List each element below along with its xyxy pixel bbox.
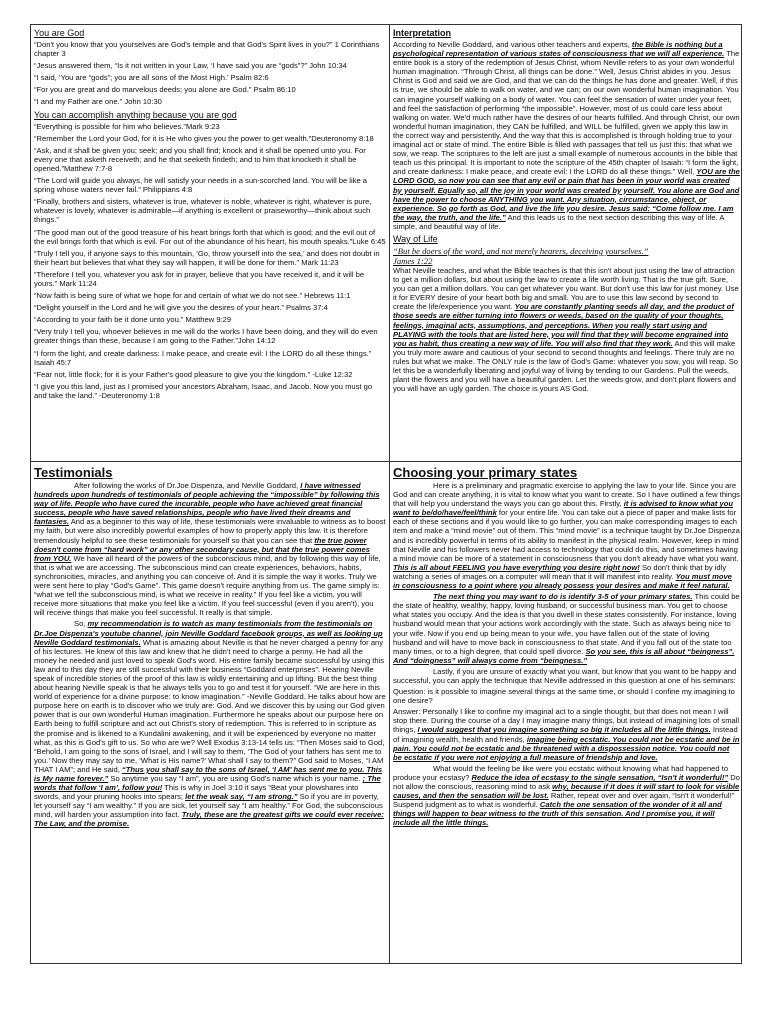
answer-paragraph <box>393 707 740 762</box>
text-run: So don't think that by idly watching a series of images on a computer will mean that it will manifest into reality. <box>393 562 727 581</box>
emphasis-run: Catch the one sensation of the wonder of it all and things will happen to bear witness to the truth of this sensation. And I promise you, it will include all the little things. <box>393 800 722 828</box>
text-run: And as a beginner to this way of life, these testimonials were invaluable to witness as to boost my faith, but were also incredibly powerful examples of how to properly apply this law. It is therefore tremendously helpful to see these testimonials for yourself so that you can see that <box>34 517 386 545</box>
emphasis-run: why, because if it does it will start to look for visible causes, and then the sensation will be lost. <box>393 782 740 801</box>
scripture-quote: “Don't you know that you yourselves are God's temple and that God's Spirit lives in you?” 1 Corinthians chapter 3 <box>34 40 380 59</box>
emphasis-run: Truly, these are the greatest gifts we could ever receive: The Law, and the promise. <box>34 810 384 829</box>
text-run: According to Neville Goddard, and various other teachers and experts, <box>393 40 632 49</box>
text-run: Rather, repeat over and over again, “Isn't it wonderful!” Suspend judgment as to what is wonderful. <box>393 791 735 810</box>
interpretation-heading: Interpretation <box>393 28 452 38</box>
emphasis-run: This is all about FEELING you have everything you desire right now! <box>393 562 640 572</box>
testimonials-paragraph-1 <box>34 481 386 617</box>
text-run: Lastly, if you are unsure of exactly what you want, but know that you want to be happy and successful, you can apply the technique that Neville addressed in this question at one of his seminars: <box>393 666 737 685</box>
interpretation-section <box>393 28 740 459</box>
emphasis-run: I would suggest that you imagine something so big it includes all the little things. <box>417 725 711 735</box>
emphasis-run: YOU are the LORD GOD, so now you can see that any evil or pain that has been in your world was created by yourself. Equally so, all the joy in your world was created by yourself. You alone are God and have the power to choose ANYTHING you want. Any situation, circumstance, object, or experience. So go forth as God, and live the life you desire. Jesus said: “Come follow me. I am the way, the truth, and the life.” <box>393 167 740 222</box>
choosing-paragraph-1 <box>393 481 740 590</box>
way-of-life-paragraph <box>393 266 740 393</box>
scripture-quote: “I and my Father are one.” John 10:30 <box>34 97 162 107</box>
text-run: The entire book is a story of the redemption of Jesus Christ, whom Neville refers to as your own wonderful human imagination. “Through Christ, all things can be done.” Well, Jesus Christ abides in you. Jesus Christ is God and said we are God, and that we can do the things he has done and greater. Well, if this is true, we should be able to walk on water, and we can; on our own wonderful human imagination. You can imagine yourself walking on a body of water. You can feel the sensation of water under your feet, and feel the satisfaction of performing “the impossible”. However, most of us could care less about walking on water. We'd much rather have the desires of our hearts fulfilled. And through Christ, our own wonderful human imagination, they CAN be fulfilled, and WILL be fulfilled, given we apply this law in the correct way and persistently. And the way that this is accomplished is through holding true to your imaginal act or state of mind. The entire Bible is filled with passages that tell us just this: that what we sow, we reap. The scriptures to the left are just a small example of numerous accounts in the bible that teach us this principal. It is important to note the scripture of the 45th chapter of Isaiah: “I form the light, and create darkness: I make peace, and create evil: I the LORD do all these things.” Well, <box>393 49 740 177</box>
scripture-quote: “Fear not, little flock; for it is your Father's good pleasure to give you the kingdom.” -Luke 12:32 <box>34 369 353 379</box>
emphasis-run: You must move in consciousness to a point where you already possess your desires and make it feel natural. <box>393 571 732 591</box>
emphasis-run: my recommendation is to watch as many testimonials from the testimonials on Dr.Joe Dispenza's youtube channel, join Neville Goddard facebook groups, as well as looking up Neville Goddard testimonials. <box>34 619 383 647</box>
scripture-section <box>34 28 386 459</box>
emphasis-run: Reduce the idea of ecstasy to the single sensation, “Isn't it wonderful!” <box>471 772 729 782</box>
scripture-quote: “Remember the Lord your God, for it is He who gives you the power to get wealth.”Deuteronomy 8:18 <box>34 133 374 143</box>
text-run: We have all heard of the powers of the subconscious mind, and by following this way of life, that is what we are accessing. The subconscious mind can create experiences, behaviors, habits, synchronicities, miracles, and anything you can conceive of. And it is simple the way it works. Truly we were sent here to play “God's Game”. This game doesn't require anything from us. The game simply is: “what we tell the subconscious mind, is what we receive in reality.” If you feel like a victim, you will receive more situations that make you feel like a victim. If you feel successful (even if you aren't), you will receive things that make you feel successful. It really is that simple. <box>34 553 381 618</box>
scripture-quote: “Delight yourself in the Lord and he will give you the desires of your heart.” Psalms 37:4 <box>34 303 328 313</box>
scripture-quote: “Very truly I tell you, whoever believes in me will do the works I have been doing, and they will do even greater things than these, because I am going to the Father.”John 14:12 <box>34 327 378 346</box>
text-run: Answer: Personally I like to confine my imaginal act to a single thought, but that does not mean I will stop there. During the course of a day I may imagine many things, but instead of imagining lots of small things, <box>393 707 740 735</box>
text-run: Do not allow the conscious, reasoning mind to ask <box>393 772 740 791</box>
anything-heading: You can accomplish anything because you are god <box>34 109 237 120</box>
question-paragraph: Question: is it possible to imagine several things at the same time, or should I confine my imagining to one desire? <box>393 687 735 706</box>
emphasis-run: “Thus you shall say to the sons of Israel, ‘I AM’ has sent me to you. This is My name forever.” <box>34 764 383 783</box>
you-are-god-heading: You are God <box>34 28 85 38</box>
text-run: Instead of imagining wealth, health and friends, <box>393 725 738 744</box>
emphasis-run: the Bible is nothing but a psychological representation of various states of consciousness that we will all experience. <box>393 40 725 59</box>
scripture-quote: “I said, ‘You are “gods”; you are all sons of the Most High.’ Psalm 82:6 <box>34 73 269 83</box>
emphasis-run: ; The words that follow ‘I am’, follow you! <box>34 774 381 793</box>
emphasis-run: I have witnessed hundreds upon hundreds of testimonials of people achieving the “impossible” by following this way of life. People who have cured the incurable, people who have achieved great financial success, people who have saved relationships, people who have lived their dreams and fantasies. <box>34 481 380 527</box>
emphasis-run: The next thing you may want to do is identify 3-5 of your primary states. <box>433 592 693 602</box>
scripture-quote: “Therefore I tell you, whatever you ask for in prayer, believe that you have received it, and it will be yours.” Mark 11:24 <box>34 269 365 288</box>
james-scripture: “But be doers of the word, and not merely hearers, deceiving yourselves.” <box>393 245 649 256</box>
flyer-page <box>30 24 742 964</box>
scripture-quote: “According to your faith be it done unto you.” Matthew 9:29 <box>34 315 232 325</box>
scripture-quote: “Finally, brothers and sisters, whatever is true, whatever is noble, whatever is right, whatever is pure, whatever is lovely, whatever is admirable—if anything is excellent or praiseworthy—think about such things.” <box>34 197 372 225</box>
text-run: And this will make you truly more aware and cautious of your second to second thoughts and feelings. There truly are no rules but what we make. The ONLY rule is the law of God's Game: whatever you sow, you will reap. So let this be a wonderfully liberating and joyful way of living by tending to our Gardens. Pull the weeds, plant the flowers and you will have a beautiful garden. Let the weeds grow, and don't plant flowers and you will have an ugly garden. The choice is yours AS God. <box>393 338 739 394</box>
emphasis-run: the true power doesn't come from “hard work” or any other secondary cause, but that the true power comes from YOU. <box>34 535 371 563</box>
text-run: for your entire life. You can take out a piece of paper and make lists for each of these sections and if you would like to go further, you can make corresponding images to each item and make a “mind movie” out of them. This “mind movie” is a technique taught by Dr.Joe Dispenza and is incredibly powerful in terms of its ability to manifest in the physical realm. However, keep in mind that Neville and his followers never had access to technology that could do this, and sometimes having a mind movie can be more of a statement in consciousness that you don't already have what you want. <box>393 508 740 563</box>
scripture-quote: “For you are great and do marvelous deeds; you alone are God.” Psalm 86:10 <box>34 85 296 95</box>
testimonials-section <box>34 465 386 963</box>
choosing-heading: Choosing your primary states <box>393 465 578 480</box>
scripture-quote: “Truly I tell you, if anyone says to this mountain, ‘Go, throw yourself into the sea,’ and does not doubt in their heart but believes that what they say will happen, it will be done for them.” Mark 11:23 <box>34 248 380 267</box>
text-run: So if you are in poverty, let yourself say “I am wealthy.” If you are sick, let yourself say “I am healthy.” For God, the subconscious mind, will harden your assumption into fact. <box>34 792 383 820</box>
scripture-quote: “The good man out of the good treasure of his heart brings forth that which is good; and the evil out of the evil brings forth that which is evil. For out of the abundance of his heart, his mouth speaks.”Luke 6:45 <box>34 227 386 246</box>
text-run: What Neville teaches, and what the Bible teaches is that this isn't about just using the law of attraction to get a million dollars, but about using the law to create a life worth living. That is the true gift. Sure, you can get a million dollars. You can get whatever you want. But don't use this law for just money. Use it for EVERY desire of your heart both big and small. You are to use this law second by second to create the life/experience you want. <box>393 265 739 312</box>
anything-quotes <box>34 122 386 400</box>
scripture-quote: “Now faith is being sure of what we hope for and certain of what we do not see.” Hebrews 11:1 <box>34 291 351 301</box>
text-run: What is amazing about Neville is that he never charged a penny for any of his lectures. He knew of this law and knew that he didn't need to charge a penny. He had all the money he needed and just loved to speak God's word. His entire family became successful by using this law and to this day they are still successful with their business “Goddard enterprises”. Hearing Neville speak of incredible stories of the proof of this law is wildly entertaining and up lifting. But the best thing about hearing Neville speak is that he always tells you to go and test it for yourself. “We are here in this world of experience for a divine purpose: to know imagination.” -Neville Goddard. He talks about how are purpose here on earth is to discover who we truly are: God. And we discover this by using our God given power that is our own wonderful Human imagination. Furthermore he speaks about our purpose here on Earth being to fulfill scripture and act out Christ's story of redemption. This is referred to in scripture as the promise and is likened to a Kundalini awakening, and it will be experienced by everyone no matter what, as this is God's gift to us. So who are we? Well Exodus 3:13-14 tells us: “Then Moses said to God, “Behold, I am going to the sons of Israel, and I will say to them, ‘The God of your fathers has sent me to you.’ Now they may say to me, ‘What is His name?’ What shall I say to them?” God said to Moses, “I AM THAT I AM”; and He said, <box>34 637 386 774</box>
emphasis-run: imagine being ecstatic. You could not be ecstatic and be in pain. You could not be ecstatic and be threatened with a dispossession notice. You could not be ecstatic if you were not enjoying a full measure of friendship and love. <box>393 734 740 762</box>
emphasis-run: it is advised to know what you want to be/do/have/feel/think <box>393 499 734 518</box>
ecstasy-paragraph <box>393 764 740 828</box>
scripture-quote: “Everything is possible for him who believes.”Mark 9:23 <box>34 121 220 131</box>
way-of-life-heading: Way of Life <box>393 233 438 244</box>
choosing-paragraph-3 <box>393 667 740 685</box>
testimonials-heading: Testimonials <box>34 465 113 480</box>
text-run: And this leads us to the next section describing this way of life. A simple, and beautiful way of life. <box>393 212 725 231</box>
text-run: Here is a preliminary and pragmatic exercise to applying the law to your life. Since you are God and can create anything, it is vital to know what you want to create. So I have outlined a few things that will help you understand the ways you can go about this. Firstly, <box>393 481 740 509</box>
choosing-states-section <box>393 465 740 963</box>
scripture-quote: “I form the light, and create darkness: I make peace, and create evil: I the LORD do all these things.” Isaiah 45:7 <box>34 348 372 367</box>
interpretation-paragraph <box>393 40 740 231</box>
text-run: So, <box>74 619 88 629</box>
row-divider <box>31 461 741 462</box>
column-divider <box>389 25 390 963</box>
scripture-quote: “Jesus answered them, “Is it not written in your Law, ‘I have said you are “gods”?” John 10:34 <box>34 61 347 71</box>
you-are-god-quotes <box>34 40 386 107</box>
james-reference: James 1:22 <box>393 255 433 266</box>
emphasis-run: So you see, this is all about “beingness”. And “doingness” will always come from “beingness.” <box>393 646 735 665</box>
choosing-paragraph-2 <box>393 592 740 665</box>
scripture-quote: “The Lord will guide you always, he will satisfy your needs in a sun-scorched land. You will be like a spring whose waters never fail.” Philippians 4:8 <box>34 176 368 195</box>
text-run: This could be the state of healthy, wealthy, happy, loving husband, or successful business man. You get to choose what states you occupy. And the idea is that you dwell in these states consistently. For instance, loving husband would mean that your actions work accordingly with the state. Such as always being nice to your wife. Now if you end up being mean to your wife, you have fallen out of the state of loving husband and will have to move back in consciousness to that state. And if you fall out of the state too many times, or to a high degree, that could spell divorce. <box>393 592 740 656</box>
text-run: After following the works of Dr.Joe Dispenza, and Neville Goddard, <box>74 481 301 490</box>
emphasis-run: You are constantly planting seeds all day, and the product of those seeds are either turning into flowers or weeds, based on the quality of your thoughts, feelings, imaginal acts, assumptions, and perceptions. When you really start using and PLAYING with the tools that are listed here, you will find that they will become engrained into you as habit, thus creating a new way of life. You will also find that they work. <box>393 302 734 348</box>
scripture-quote: “I give you this land, just as I promised your ancestors Abraham, Isaac, and Jacob. Now you must go and take the land.” -Deuteronomy 1:8 <box>34 381 373 400</box>
testimonials-paragraph-2 <box>34 619 386 828</box>
scripture-quote: “Ask, and it shall be given you; seek; and you shall find; knock and it shall be opened unto you. For every one that asketh receiveth; and he that seeketh findeth; and to him that knocketh it shall be opened.”Matthew 7:7-8 <box>34 145 366 173</box>
text-run: This is why in Joel 3:10 it says “Beat your plowshares into swords, and your pruning hooks into spears; <box>34 783 359 802</box>
emphasis-run: let the weak say, “I am strong.” <box>185 792 298 802</box>
text-run: What would the feeling be like were you ecstatic without knowing what had happened to produce your ecstasy? <box>393 763 729 782</box>
text-run: So anytime you say “I am”, you are using God's name which is your name. <box>108 774 363 783</box>
